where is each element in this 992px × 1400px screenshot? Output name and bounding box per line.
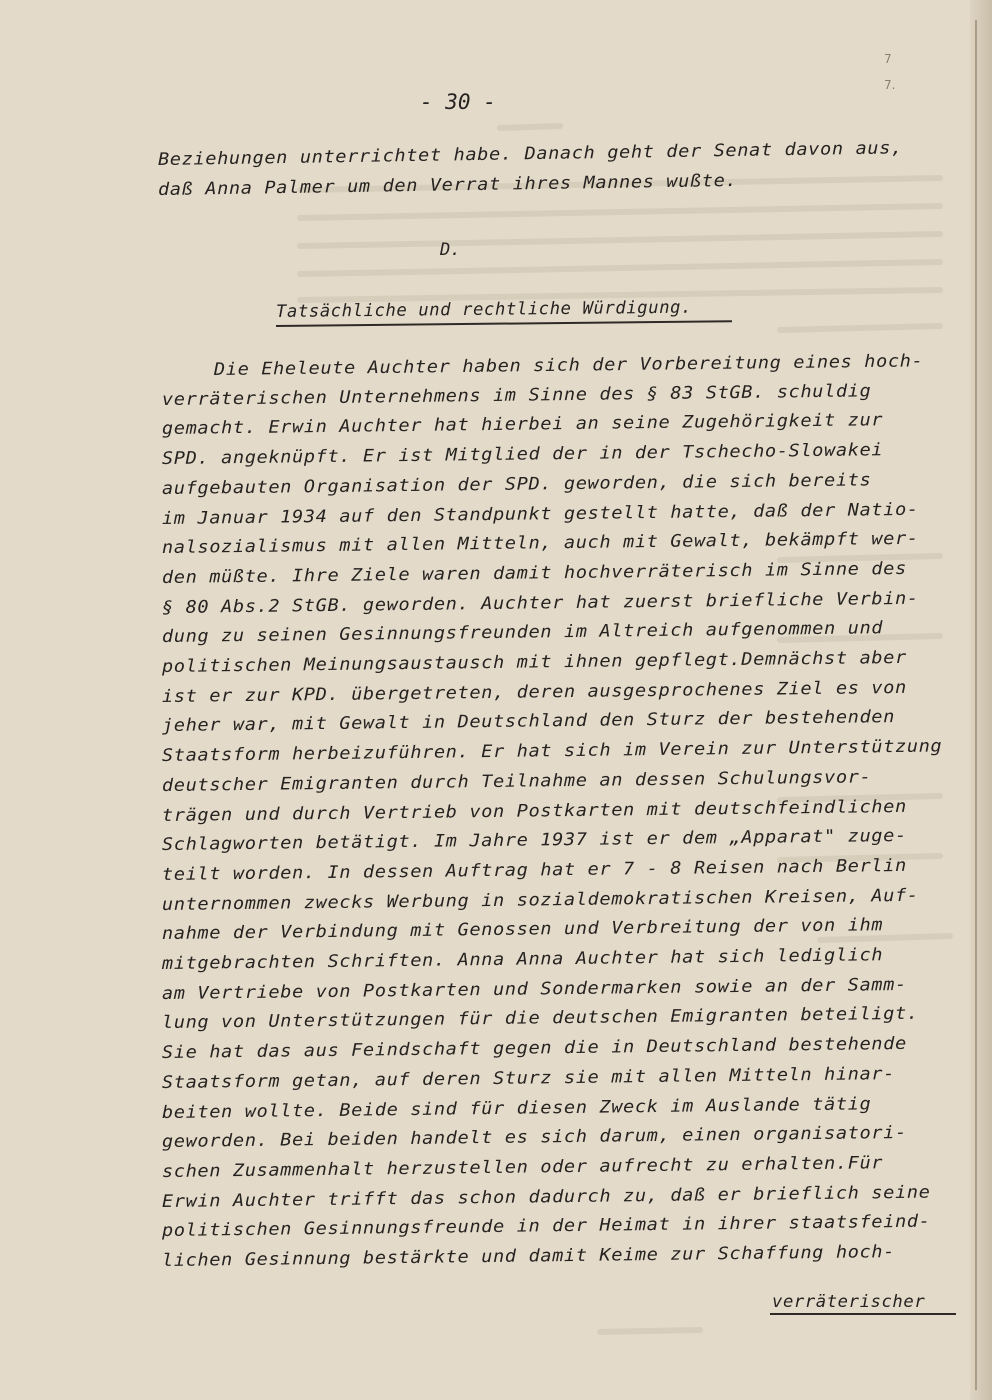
text-line: daß Anna Palmer um den Verrat ihres Mannes wußte. — [157, 170, 738, 200]
text-line: nahme der Verbindung mit Genossen und Verbreitung der von ihm — [161, 915, 884, 945]
text-line: SPD. angeknüpft. Er ist Mitglied der in der Tschecho-Slowakei — [161, 440, 884, 470]
text-line: Beziehungen unterrichtet habe. Danach geht der Senat davon aus, — [157, 138, 903, 170]
text-line: Sie hat das aus Feindschaft gegen die in Deutschland bestehende — [161, 1033, 907, 1064]
catchword: verräterischer — [772, 1292, 926, 1312]
text-line: am Vertriebe von Postkarten und Sondermarken sowie an der Samm- — [161, 974, 907, 1004]
text-line: deutscher Emigranten durch Teilnahme an dessen Schulungsvor- — [161, 767, 872, 796]
catchword-underline — [770, 1313, 956, 1315]
text-line: nalsozialismus mit allen Mitteln, auch mit Gewalt, bekämpft wer- — [161, 528, 919, 559]
text-line: politischen Meinungsaustausch mit ihnen gepflegt.Demnächst aber — [161, 647, 907, 677]
text-line: verräterischen Unternehmens im Sinne des § 83 StGB. schuldig — [161, 381, 872, 410]
text-line: im Januar 1934 auf den Standpunkt gestellt hatte, daß der Natio- — [161, 499, 919, 529]
text-line: geworden. Bei beiden handelt es sich darum, einen organisatori- — [161, 1123, 907, 1153]
text-line: mitgebrachten Schriften. Anna Anna Auchter hat sich lediglich — [161, 945, 884, 974]
text-line: den müßte. Ihre Ziele waren damit hochverräterisch im Sinne des — [161, 558, 907, 588]
text-line: § 80 Abs.2 StGB. geworden. Auchter hat zuerst briefliche Verbin- — [161, 588, 919, 618]
text-line: dung zu seinen Gesinnungsfreunden im Altreich aufgenommen und — [161, 618, 884, 648]
page-number: - 30 - — [420, 90, 496, 114]
text-line: schen Zusammenhalt herzustellen oder aufrecht zu erhalten.Für — [161, 1153, 884, 1182]
text-line: Staatsform herbeizuführen. Er hat sich im Verein zur Unterstützung — [161, 736, 943, 767]
text-line: beiten wollte. Beide sind für diesen Zweck im Auslande tätig — [161, 1093, 872, 1123]
margin-tick: 7. — [884, 78, 896, 92]
text-line: politischen Gesinnungsfreunde in der Heimat in ihrer staatsfeind- — [161, 1211, 931, 1242]
text-line: Die Eheleute Auchter haben sich der Vorbereitung eines hoch- — [213, 351, 924, 380]
paper-edge-shadow — [970, 0, 992, 1400]
text-line: Staatsform getan, auf deren Sturz sie mit allen Mitteln hinar- — [161, 1063, 896, 1093]
section-heading: Tatsächliche und rechtliche Würdigung. — [275, 297, 693, 322]
text-line: Erwin Auchter trifft das schon dadurch zu, daß er brieflich seine — [161, 1182, 931, 1212]
text-line: jeher war, mit Gewalt in Deutschland den Sturz der bestehenden — [161, 707, 896, 737]
text-line: trägen und durch Vertrieb von Postkarten mit deutschfeindlichen — [161, 796, 907, 826]
text-line: unternommen zwecks Werbung in sozialdemokratischen Kreisen, Auf- — [161, 885, 919, 915]
text-line: lung von Unterstützungen für die deutschen Emigranten beteiligt. — [161, 1004, 919, 1034]
text-line: lichen Gesinnung bestärkte und damit Keime zur Schaffung hoch- — [161, 1242, 896, 1271]
text-line: teilt worden. In dessen Auftrag hat er 7 - 8 Reisen nach Berlin — [161, 855, 907, 885]
text-line: aufgebauten Organisation der SPD. geworden, die sich bereits — [161, 470, 872, 499]
margin-tick: 7 — [884, 52, 892, 66]
paper-edge-line — [975, 20, 977, 1390]
section-letter: D. — [440, 240, 461, 260]
text-line: gemacht. Erwin Auchter hat hierbei an seine Zugehörigkeit zur — [161, 410, 884, 440]
text-line: ist er zur KPD. übergetreten, deren ausgesprochenes Ziel es von — [161, 677, 907, 707]
text-line: Schlagworten betätigt. Im Jahre 1937 ist er dem „Apparat" zuge- — [161, 826, 907, 856]
